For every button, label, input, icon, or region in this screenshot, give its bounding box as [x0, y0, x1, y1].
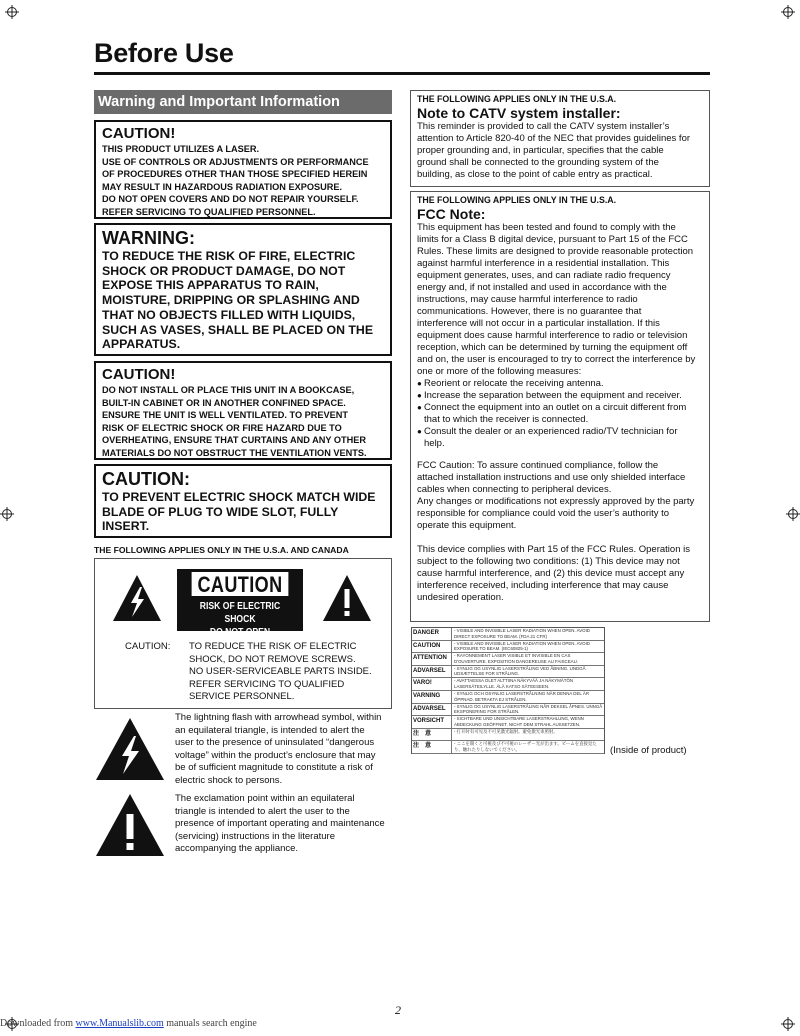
text-line: Any changes or modifications not expressly approved by the party: [417, 496, 695, 507]
text-line: electric shock to persons.: [175, 774, 283, 786]
laser-label-text: - SYNLIG OG USYNLIG LASERSTRÅLING NÅR DEKSEL ÅPNES. UNNGÅ EKSPONERING FOR STRÅLEN.: [454, 703, 603, 715]
caution-plate-title: CAUTION: [192, 572, 289, 596]
manualslib-link[interactable]: www.Manualslib.com: [75, 1018, 164, 1029]
caution-line: BUILT-IN CABINET OR IN ANOTHER CONFINED SPACE.: [102, 397, 346, 408]
page-number: 2: [395, 1003, 401, 1017]
text-line: attached installation instructions and use only shielded interface: [417, 472, 686, 483]
text-line: The exclamation point within an equilateral: [175, 793, 355, 804]
text-line: operate this equipment.: [417, 520, 517, 531]
warning-line: THAT NO OBJECTS FILLED WITH LIQUIDS,: [102, 307, 356, 322]
caution-line: USE OF CONTROLS OR ADJUSTMENTS OR PERFORMANCE: [102, 156, 369, 167]
bullet-text: Increase the separation between the equipment and receiver.: [424, 390, 682, 401]
text-line: (servicing) instructions in the literature: [175, 830, 335, 842]
laser-label-key: VARO!: [412, 678, 452, 690]
laser-label-row: [412, 641, 604, 654]
laser-label-key: ADVARSEL: [412, 666, 452, 678]
caution-plate-sub1: RISK OF ELECTRIC SHOCK: [199, 600, 281, 625]
text-line: be of sufficient magnitude to constitute a risk of: [175, 762, 373, 773]
text-line: cables when connecting to peripheral devices.: [417, 484, 612, 495]
text-line: communications. However, there is no guarantee that: [417, 306, 642, 317]
applies-usa-label: THE FOLLOWING APPLIES ONLY IN THE U.S.A.: [417, 94, 617, 104]
caution-line: DO NOT OPEN COVERS AND DO NOT REPAIR YOURSELF.: [102, 194, 359, 205]
caution-laser-box: [94, 120, 392, 219]
caution-line: ENSURE THE UNIT IS WELL VENTILATED. TO PREVENT: [102, 410, 349, 421]
bullet-item: ● Connect the equipment into an outlet on a circuit different from that to which the receiver is connected.: [417, 402, 687, 425]
caution-label-line: TO REDUCE THE RISK OF ELECTRIC: [189, 641, 357, 652]
registration-mark-icon: [781, 5, 795, 19]
caution-line: OF PROCEDURES OTHER THAN THOSE SPECIFIED HEREIN: [102, 169, 368, 180]
laser-label-text: - 打开时有可见及不可见激光辐射。避免激光束照射。: [454, 728, 558, 734]
bullet-text: Consult the dealer or an experienced radio/TV technician for: [424, 426, 678, 437]
warning-line: TO REDUCE THE RISK OF FIRE, ELECTRIC: [102, 249, 356, 263]
laser-label-row: [412, 716, 604, 729]
text-line: Rules. These limits are designed to provide reasonable protection: [417, 246, 694, 257]
caution-plate-sub2: DO NOT OPEN: [209, 626, 271, 638]
caution-label-line: REFER SERVICING TO QUALIFIED: [189, 678, 345, 690]
text-line: an equilateral triangle, is intended to alert the: [175, 724, 365, 736]
text-line: interference will not occur in a particular installation. If this: [417, 318, 660, 329]
warning-line: EXPOSE THIS APPARATUS TO RAIN,: [102, 278, 319, 293]
text-line: cause harmful interference, and (2) this device must accept any: [417, 568, 685, 579]
text-line: accompanying the appliance.: [175, 843, 299, 854]
text-line: triangle is intended to alert the user to the: [175, 805, 350, 817]
caution-line: OVERHEATING, ENSURE THAT CURTAINS AND ANY OTHER: [102, 435, 367, 446]
bullet-item: ● Reorient or relocate the receiving antenna.: [417, 378, 604, 389]
caution-label-box: [94, 558, 392, 709]
laser-label-text: - VISIBLE AND INVISIBLE LASER RADIATION WHEN OPEN. AVOID DIRECT EXPOSURE TO BEAM. (FDA 21 CFR): [454, 628, 590, 639]
lightning-triangle-icon: [94, 716, 166, 782]
catv-note-box: [410, 90, 710, 187]
laser-label-key: VORSICHT: [412, 716, 452, 728]
warning-line: MOISTURE, DRIPPING OR SPLASHING AND: [102, 293, 360, 308]
lightning-explanation: [175, 712, 381, 787]
text-line: instructions, may cause harmful interference to radio: [417, 294, 638, 305]
exclamation-triangle-icon: [321, 573, 373, 623]
laser-label-row: [412, 628, 604, 641]
caution-line: INSERT.: [102, 519, 150, 534]
laser-label-caption: (Inside of product): [610, 745, 687, 756]
laser-label-text: - SICHTBARE UND UNSICHTBARE LASERSTRAHLUNG, WENN ABDECKUNG GEÖFFNET. NICHT DEM STRAHL AUSSETZEN.: [454, 716, 584, 727]
text-line: subject to the following two conditions: (1) This device may not: [417, 556, 680, 567]
caution-label-line: SERVICE PERSONNEL.: [189, 691, 295, 702]
text-line: responsible for compliance could void the user’s authority to: [417, 508, 670, 519]
text-line: FCC Caution: To assure continued compliance, follow the: [417, 460, 659, 471]
warning-line: APPARATUS.: [102, 337, 181, 352]
laser-label-key: 注 意: [412, 741, 452, 753]
caution-line: REFER SERVICING TO QUALIFIED PERSONNEL.: [102, 206, 316, 217]
caution-heading: CAUTION!: [102, 366, 176, 383]
text-line: attention to Article 820-40 of the NEC that provides guidelines for: [417, 133, 691, 144]
caution-line: DO NOT INSTALL OR PLACE THIS UNIT IN A BOOKCASE,: [102, 385, 355, 395]
laser-label-text: - RAYONNEMENT LASER VISIBLE ET INVISIBLE EN CAS D'OUVERTURE. EXPOSITION DANGEREUSE AU FAISCEAU.: [454, 653, 578, 664]
section-header: Warning and Important Information: [94, 90, 392, 114]
text-line: reception, which can be determined by turning the equipment off: [417, 342, 688, 353]
caution-install-box: [94, 361, 392, 460]
caution-label-line: SHOCK, DO NOT REMOVE SCREWS.: [189, 653, 356, 665]
laser-label-row: [412, 653, 604, 666]
usa-canada-note: THE FOLLOWING APPLIES ONLY IN THE U.S.A. AND CANADA: [94, 545, 349, 555]
text-line: proper grounding and, in particular, specifies that the cable: [417, 145, 664, 156]
text-line: The lightning flash with arrowhead symbol, within: [175, 712, 382, 723]
registration-mark-icon: [5, 5, 19, 19]
exclamation-triangle-icon: [94, 792, 166, 858]
registration-mark-icon: [786, 507, 800, 521]
laser-label-key: DANGER: [412, 628, 452, 640]
bullet-item: ● Consult the dealer or an experienced radio/TV technician for help.: [417, 426, 678, 449]
warning-heading: WARNING:: [102, 228, 195, 248]
registration-mark-icon: [0, 507, 14, 521]
exclamation-explanation: [175, 793, 385, 856]
caution-label-line: NO USER-SERVICEABLE PARTS INSIDE.: [189, 666, 372, 677]
text-line: interference received, including interference that may cause: [417, 580, 669, 591]
caution-line: RISK OF ELECTRIC SHOCK OR FIRE HAZARD DUE TO: [102, 422, 342, 433]
text-line: This device complies with Part 15 of the FCC Rules. Operation is: [417, 544, 690, 555]
laser-warning-label: [411, 627, 605, 754]
bullet-text: Connect the equipment into an outlet on a circuit different from: [424, 402, 687, 413]
text-line: This reminder is provided to call the CATV system installer’s: [417, 121, 670, 132]
laser-label-text: - AVATTAESSA OLET ALTTIINA NÄKYVÄÄ JA NÄKYMÄTÖN LASERSÄTEILYLLE. ÄLÄ KATSO SÄTEESEEN.: [454, 678, 574, 689]
page-title: Before Use: [94, 38, 234, 68]
caution-prefix: CAUTION:: [125, 641, 171, 652]
lightning-triangle-icon: [111, 573, 163, 623]
footer: [0, 1018, 257, 1029]
registration-mark-icon: [781, 1017, 795, 1031]
text-line: building, as close to the point of cable entry as practical.: [417, 169, 653, 180]
text-line: and on, the user is encouraged to try to correct the interference by: [417, 354, 696, 365]
text-line: ground shall be connected to the grounding system of the: [417, 157, 659, 168]
catv-heading: Note to CATV system installer:: [417, 105, 621, 121]
laser-label-key: CAUTION: [412, 641, 452, 653]
bullet-text: that to which the receiver is connected.: [424, 414, 589, 425]
laser-label-text: - VISIBLE AND INVISIBLE LASER RADIATION WHEN OPEN. AVOID EXPOSURE TO BEAM. (IEC60825-1): [454, 640, 590, 652]
text-line: against harmful interference in a residential installation. This: [417, 258, 670, 269]
warning-line: SUCH AS VASES, SHALL BE PLACED ON THE: [102, 322, 374, 337]
laser-label-row: [412, 666, 604, 679]
laser-label-row: [412, 704, 604, 717]
caution-plug-box: [94, 464, 392, 538]
caution-line: BLADE OF PLUG TO WIDE SLOT, FULLY: [102, 504, 339, 519]
warning-box: [94, 223, 392, 356]
laser-label-key: ATTENTION: [412, 653, 452, 665]
laser-label-row: [412, 729, 604, 742]
text-line: undesired operation.: [417, 592, 504, 603]
fcc-note-box: [410, 191, 710, 622]
laser-label-text: - SYNLIG OCH OSYNLIG LASERSTRÅLNING NÄR DENNA DEL ÄR ÖPPNAD. BETRAKTA EJ STRÅLEN.: [454, 690, 590, 702]
bullet-text: help.: [424, 438, 445, 449]
applies-usa-label: THE FOLLOWING APPLIES ONLY IN THE U.S.A.: [417, 195, 617, 205]
laser-label-row: [412, 741, 604, 754]
laser-label-text: - ここを開くと可視及び不可視のレーザー光が出ます。ビームを直接見たり、触れたりしないでください。: [454, 741, 597, 752]
caution-heading: CAUTION!: [102, 125, 176, 142]
caution-heading: CAUTION:: [102, 469, 190, 489]
footer-suffix: manuals search engine: [163, 1018, 257, 1029]
text-line: equipment does cause harmful interference to radio or television: [417, 330, 688, 341]
laser-label-text: - SYNLIG OG USYNLIG LASERSTRÅLING VED ÅBNING. UNDGÅ UDSÆTTELSE FOR STRÅLING.: [454, 665, 586, 677]
laser-label-key: VARNING: [412, 691, 452, 703]
caution-line: MAY RESULT IN HAZARDOUS RADIATION EXPOSURE.: [102, 181, 343, 192]
bullet-item: ● Increase the separation between the equipment and receiver.: [417, 390, 682, 401]
text-line: presence of important operating and maintenance: [175, 818, 385, 829]
laser-label-row: [412, 691, 604, 704]
caution-line: THIS PRODUCT UTILIZES A LASER.: [102, 144, 260, 154]
fcc-heading: FCC Note:: [417, 206, 486, 222]
text-line: equipment generates, uses, and can radiate radio frequency: [417, 270, 671, 281]
text-line: one or more of the following measures:: [417, 366, 582, 377]
warning-line: SHOCK OR PRODUCT DAMAGE, DO NOT: [102, 263, 346, 278]
laser-label-key: ADVARSEL: [412, 704, 452, 716]
text-line: energy and, if not installed and used in accordance with the: [417, 282, 667, 293]
caution-line: MATERIALS DO NOT OBSTRUCT THE VENTILATION VENTS.: [102, 447, 367, 458]
footer-prefix: Downloaded from: [0, 1018, 76, 1029]
text-line: voltage” within the product’s enclosure that may: [175, 749, 376, 761]
laser-label-row: [412, 678, 604, 691]
title-rule: [94, 72, 710, 75]
text-line: This equipment has been tested and found to comply with the: [417, 222, 676, 233]
laser-label-key: 注 意: [412, 729, 452, 741]
text-line: user to the presence of uninsulated “dangerous: [175, 737, 375, 748]
caution-plate: [177, 569, 303, 638]
text-line: limits for a Class B digital device, pursuant to Part 15 of the FCC: [417, 234, 688, 245]
caution-line: TO PREVENT ELECTRIC SHOCK MATCH WIDE: [102, 490, 376, 504]
bullet-text: Reorient or relocate the receiving antenna.: [424, 378, 604, 389]
